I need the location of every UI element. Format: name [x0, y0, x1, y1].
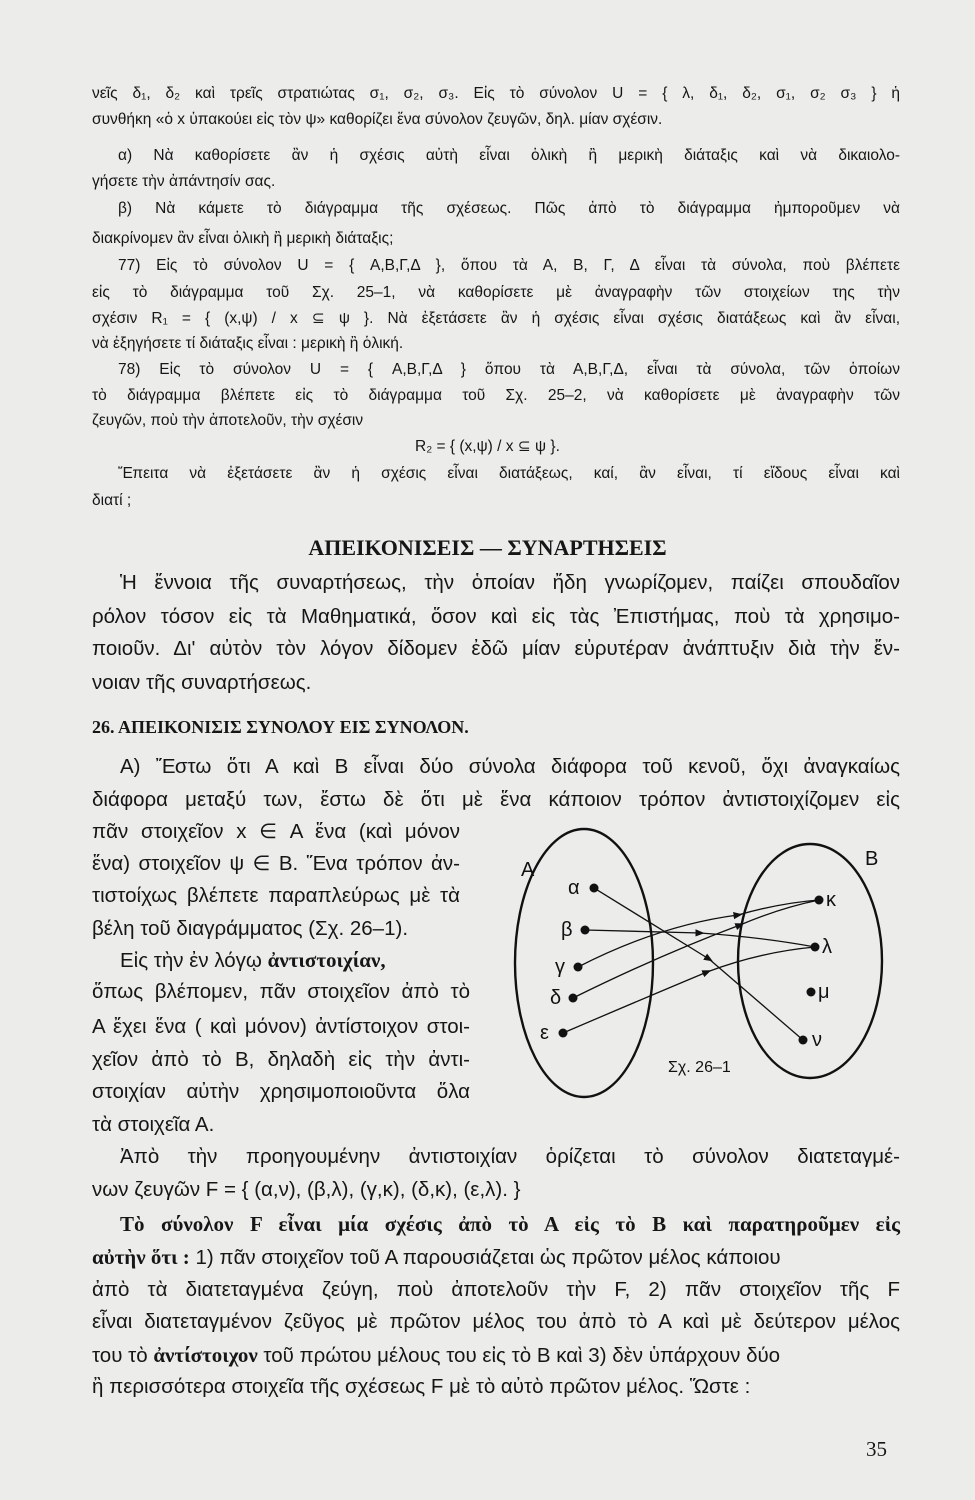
- point-kappa: [815, 896, 824, 905]
- point-alpha: [590, 884, 599, 893]
- bold-term: ἀντίστοιχον: [153, 1343, 258, 1367]
- section-line: Α ἔχει ἕνα ( καὶ μόνον) ἀντίστοιχον στοι-: [92, 1015, 470, 1038]
- section-line: εἶναι διατεταγμένον ζεῦγος μὲ πρῶτον μέλος του ἀπὸ τὸ Α καὶ μὲ δεύτερον μέλος: [92, 1310, 900, 1333]
- exercise-line: Ἔπειτα νὰ ἐξετάσετε ἂν ἡ σχέσις εἶναι διατάξεως, καί, ἂν εἶναι, τί εἴδους εἶναι καὶ: [118, 465, 900, 482]
- section-line: ἕνα) στοιχεῖον ψ ∈ Β. Ἕνα τρόπον ἀν-: [92, 852, 460, 875]
- section-line: [92, 1344, 780, 1367]
- set-b-ellipse: [738, 844, 882, 1078]
- exercise-line: β) Νὰ κάμετε τὸ διάγραμμα τῆς σχέσεως. Πῶς ἀπὸ τὸ διάγραμμα ἠμποροῦμεν νὰ: [118, 200, 900, 217]
- exercise-line: διατί ;: [92, 492, 132, 509]
- section-line: [120, 949, 386, 972]
- exercise-78: 78) Εἰς τὸ σύνολον U = { Α,Β,Γ,Δ } ὅπου τὰ Α,Β,Γ,Δ, εἶναι τὰ σύνολα, τῶν ὁποίων: [118, 361, 900, 378]
- section-line: Ἀπὸ τὴν προηγουμένην ἀντιστοιχίαν ὁρίζεται τὸ σύνολον διατεταγμέ-: [120, 1145, 900, 1168]
- label-alpha: α: [568, 877, 580, 899]
- set-b-label: Β: [865, 848, 879, 870]
- exercise-77: 77) Εἰς τὸ σύνολον U = { Α,Β,Γ,Δ }, ὅπου τὰ Α, Β, Γ, Δ εἶναι τὰ σύνολα, ποὺ βλέπετε: [118, 257, 900, 274]
- intro-line: νοιαν τῆς συναρτήσεως.: [92, 671, 312, 694]
- section-line: ὅπως βλέπομεν, πᾶν στοιχεῖον ἀπὸ τὸ: [92, 980, 470, 1003]
- section-line: χεῖον ἀπὸ τὸ Β, δηλαδὴ εἰς τὴν ἀντι-: [92, 1048, 470, 1071]
- label-lambda: λ: [822, 936, 832, 958]
- section-line: ἀπὸ τὰ διατεταγμένα ζεύγη, ποὺ ἀποτελοῦν τὴν F, 2) πᾶν στοιχεῖον τῆς F: [92, 1278, 900, 1301]
- text: τοῦ πρώτου μέλους του εἰς τὸ Β καὶ 3) δὲν ὑπάρχουν δύο: [263, 1344, 781, 1367]
- exercise-line: συνθήκη «ὁ x ὑπακούει εἰς τὸν ψ» καθορίζει ἕνα σύνολον ζευγῶν, δηλ. μίαν σχέσιν.: [92, 111, 663, 128]
- exercise-line: α) Νὰ καθορίσετε ἂν ἡ σχέσις αὐτὴ εἶναι ὁλικὴ ἢ μερικὴ διάταξις καὶ νὰ δικαιολο-: [118, 147, 900, 164]
- arrow-gamma-kappa: [578, 915, 738, 967]
- exercise-line: τὸ διάγραμμα βλέπετε εἰς τὸ διάγραμμα τοῦ Σχ. 25–2, νὰ καθορίσετε μὲ ἀναγραφὴν τῶν: [92, 387, 900, 404]
- text: Εἰς τὴν ἐν λόγῳ: [120, 949, 262, 972]
- bold-term: ἀντιστοιχίαν,: [267, 948, 386, 972]
- arrow-beta-lambda-tail: [700, 933, 815, 947]
- text: 1) πᾶν στοιχεῖον τοῦ Α παρουσιάζεται ὡς πρῶτον μέλος κάποιου: [195, 1246, 781, 1269]
- exercise-line: σχέσιν R₁ = { (x,ψ) / x ⊆ ψ }. Νὰ ἐξετάσετε ἂν ἡ σχέσις εἶναι σχέσις διατάξεως καὶ ἂν εἶναι,: [92, 310, 900, 327]
- point-nu: [799, 1036, 808, 1045]
- exercise-line: γήσετε τὴν ἀπάντησίν σας.: [92, 173, 276, 190]
- section-line: Α) Ἔστω ὅτι Α καὶ Β εἶναι δύο σύνολα διάφορα τοῦ κενοῦ, ὄχι ἀναγκαίως: [120, 755, 900, 778]
- label-gamma: γ: [555, 956, 565, 978]
- section-line: [92, 1246, 781, 1269]
- exercise-line: εἰς τὸ διάγραμμα τοῦ Σχ. 25–1, νὰ καθορίσετε μὲ ἀναγραφὴν τῶν στοιχείων της τὴν: [92, 284, 900, 301]
- intro-line: ποιοῦν. Δι' αὐτὸν τὸν λόγον δίδομεν ἐδῶ μίαν εὐρυτέραν ἀνάπτυξιν διὰ τὴν ἔν-: [92, 637, 900, 660]
- arrow-epsilon-lambda-tail: [707, 947, 815, 972]
- point-gamma: [574, 963, 583, 972]
- arrow-alpha-nu: [594, 888, 709, 959]
- label-epsilon: ε: [540, 1022, 549, 1044]
- page-number: 35: [866, 1437, 887, 1461]
- bold-term: αὐτὴν ὅτι :: [92, 1245, 190, 1269]
- label-mu: μ: [818, 981, 830, 1003]
- set-a-label: Α: [521, 859, 535, 881]
- label-beta: β: [561, 919, 573, 941]
- exercise-line: ζευγῶν, ποὺ τὴν ἀποτελοῦν, τὴν σχέσιν: [92, 412, 364, 429]
- point-mu: [807, 988, 816, 997]
- intro-line: ρόλον τόσον εἰς τὰ Μαθηματικά, ὅσον καὶ εἰς τὰς Ἐπιστήμας, ποὺ τὰ χρησιμο-: [92, 605, 900, 628]
- point-lambda: [811, 943, 820, 952]
- exercise-line: νὰ ἐξηγήσετε τί διάταξις εἶναι : μερικὴ ἢ ὁλική.: [92, 335, 404, 352]
- arrow-delta-kappa: [573, 925, 740, 998]
- section-title: 26. ΑΠΕΙΚΟΝΙΣΙΣ ΣΥΝΟΛΟΥ ΕΙΣ ΣΥΝΟΛΟΝ.: [92, 717, 469, 737]
- figure-caption: Σχ. 26–1: [668, 1059, 731, 1076]
- arrow-epsilon-lambda: [563, 972, 707, 1033]
- text: του τὸ: [92, 1344, 148, 1367]
- label-delta: δ: [550, 987, 562, 1009]
- relation-f: νων ζευγῶν F = { (α,ν), (β,λ), (γ,κ), (δ,κ), (ε,λ). }: [92, 1178, 521, 1201]
- section-line: ἢ περισσότερα στοιχεῖα τῆς σχέσεως F μὲ τὸ αὐτὸ πρῶτον μέλος. Ὥστε :: [92, 1375, 751, 1398]
- arrow-beta-lambda: [585, 930, 700, 933]
- arrow-gamma-kappa-tail: [738, 900, 819, 915]
- section-line: πᾶν στοιχεῖον x ∈ Α ἕνα (καὶ μόνον: [92, 820, 460, 843]
- point-delta: [569, 994, 578, 1003]
- section-line: βέλη τοῦ διαγράμματος (Σχ. 26–1).: [92, 917, 409, 940]
- label-kappa: κ: [826, 889, 836, 911]
- exercise-line: νεῖς δ₁, δ₂ καὶ τρεῖς στρατιώτας σ₁, σ₂, σ₃. Εἰς τὸ σύνολον U = { λ, δ₁, δ₂, σ₁, σ₂ σ₃ } ἡ: [92, 85, 900, 102]
- section-line: στοιχίαν αὐτὴν χρησιμοποιοῦντα ὅλα: [92, 1080, 470, 1103]
- set-a-ellipse: [515, 829, 653, 1097]
- formula-r2: R₂ = { (x,ψ) / x ⊆ ψ }.: [415, 438, 560, 455]
- arrow-alpha-nu-tail: [709, 959, 803, 1040]
- section-line: διάφορα μεταξύ των, ἔστω δὲ ὅτι μὲ ἕνα κάποιον τρόπον ἀντιστοιχίζομεν εἰς: [92, 788, 900, 811]
- section-line: τὰ στοιχεῖα Α.: [92, 1113, 215, 1136]
- label-nu: ν: [812, 1029, 822, 1051]
- chapter-title: ΑΠΕΙΚΟΝΙΣΕΙΣ — ΣΥΝΑΡΤΗΣΕΙΣ: [308, 535, 667, 560]
- exercise-line: διακρίνομεν ἂν εἶναι ὁλικὴ ἢ μερικὴ διάταξις;: [92, 230, 394, 247]
- point-beta: [581, 926, 590, 935]
- point-epsilon: [559, 1029, 568, 1038]
- intro-line: Ἡ ἔννοια τῆς συναρτήσεως, τὴν ὁποίαν ἤδη γνωρίζομεν, παίζει σπουδαῖον: [120, 571, 900, 594]
- arrow-delta-kappa-tail: [740, 900, 819, 925]
- section-line: τιστοίχως βλέπετε παραπλεύρως μὲ τὰ: [92, 884, 460, 907]
- section-line-bold: Τὸ σύνολον F εἶναι μία σχέσις ἀπὸ τὸ Α εἰς τὸ Β καὶ παρατηροῦμεν εἰς: [120, 1212, 900, 1236]
